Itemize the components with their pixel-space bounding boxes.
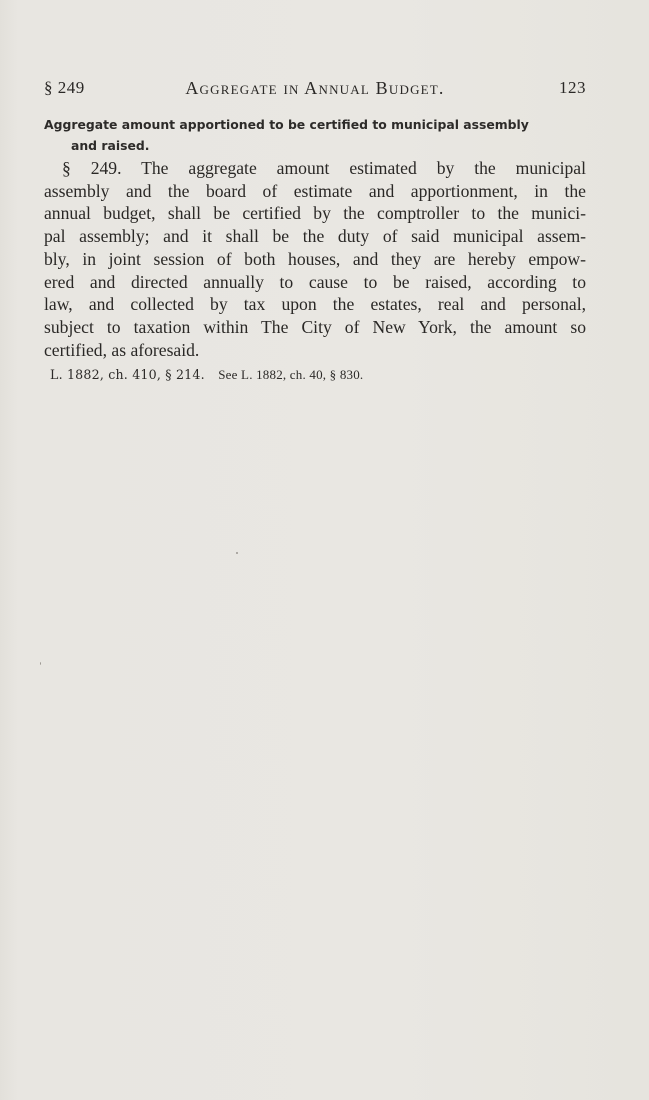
section-heading-line-1: Aggregate amount apportioned to be certified to municipal assembly xyxy=(44,117,529,132)
body-line: pal assembly; and it shall be the duty of said municipal assem- xyxy=(44,226,586,247)
paper-speck xyxy=(236,552,238,554)
paper-speck xyxy=(40,662,41,665)
body-line: assembly and the board of estimate and apportionment, in the xyxy=(44,180,586,201)
body-line: subject to taxation within The City of New York, the amount so xyxy=(44,316,586,337)
section-body xyxy=(44,157,586,361)
body-line: certified, as aforesaid. xyxy=(44,339,200,360)
section-heading xyxy=(44,114,586,156)
body-line: bly, in joint session of both houses, and they are hereby empow- xyxy=(44,248,586,269)
body-line: annual budget, shall be certified by the comptroller to the munici- xyxy=(44,203,586,224)
body-line: ered and directed annually to cause to be raised, according to xyxy=(44,271,586,292)
page-number: 123 xyxy=(559,78,586,97)
running-head xyxy=(44,78,586,100)
body-line: § 249. The aggregate amount estimated by the municipal xyxy=(62,158,586,178)
section-heading-line-2: and raised. xyxy=(71,138,150,153)
running-head-section: § 249 xyxy=(44,78,85,97)
running-head-title: Aggregate in Annual Budget. xyxy=(185,78,445,98)
statute-citation xyxy=(50,367,363,383)
citation-primary: L. 1882, ch. 410, § 214. xyxy=(50,367,205,382)
citation-see-also: See L. 1882, ch. 40, § 830. xyxy=(218,367,364,382)
body-line: law, and collected by tax upon the estates, real and personal, xyxy=(44,294,586,315)
